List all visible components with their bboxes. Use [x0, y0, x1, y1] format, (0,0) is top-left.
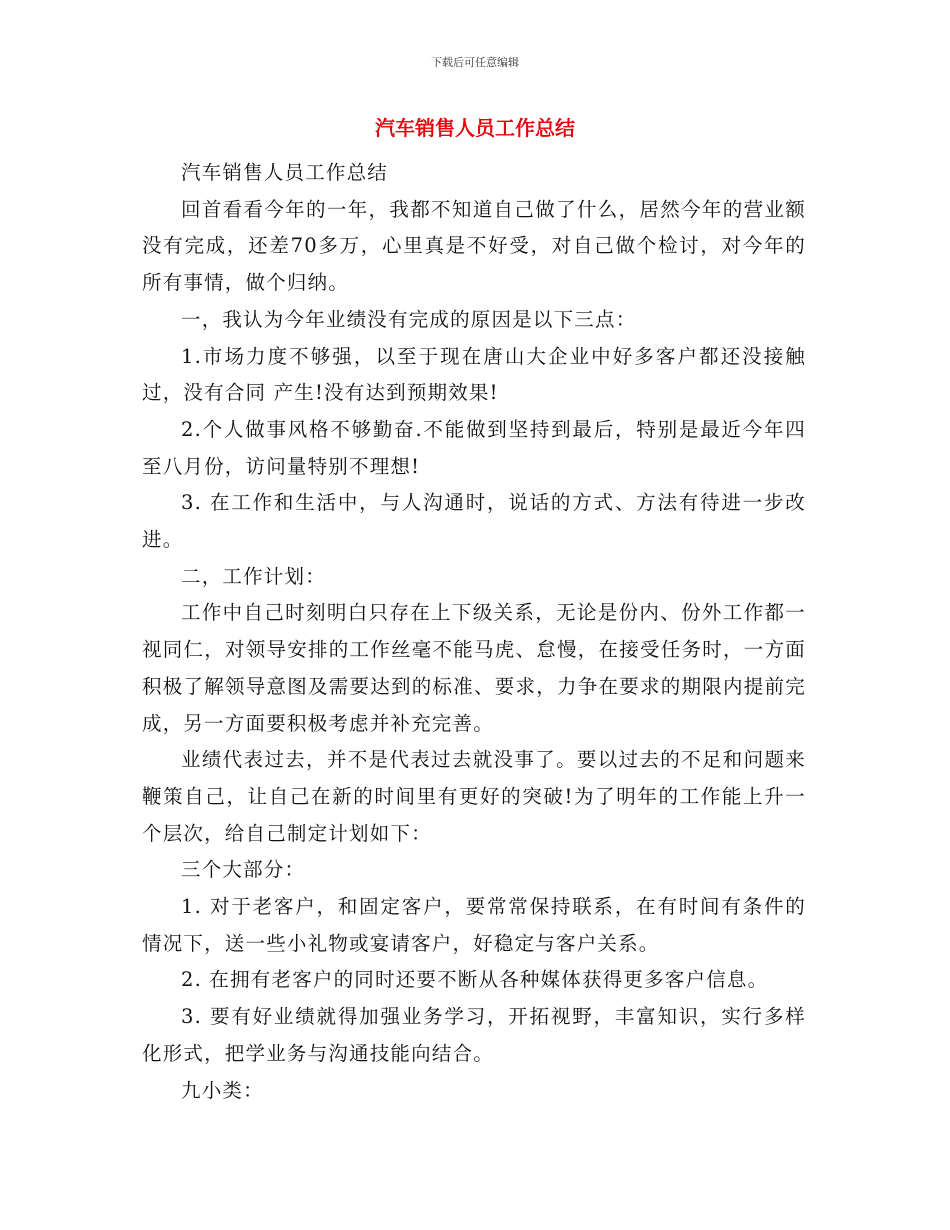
paragraph: 回首看看今年的一年，我都不知道自己做了什么，居然今年的营业额没有完成，还差70多万，心里真是不好受，对自己做个检讨，对今年的所有事情，做个归纳。 [142, 197, 806, 295]
paragraph: 3. 要有好业绩就得加强业务学习，开拓视野，丰富知识，实行多样化形式，把学业务与沟通技能向结合。 [142, 1005, 806, 1065]
paragraph: 三个大部分： [181, 858, 306, 882]
paragraph: 2. 在拥有老客户的同时还要不断从各种媒体获得更多客户信息。 [181, 968, 769, 992]
paragraph: 工作中自己时刻明白只存在上下级关系，无论是份内、份外工作都一视同仁，对领导安排的工作丝毫不能马虎、怠慢，在接受任务时，一方面积极了解领导意图及需要达到的标准、要求，力争在要求的期限内提前完成，另一方面要积极考虑并补充完善。 [142, 601, 806, 735]
header-note: 下载后可任意编辑 [431, 56, 519, 69]
paragraph: 二，工作计划： [181, 564, 326, 588]
paragraph: 汽车销售人员工作总结 [181, 161, 389, 184]
paragraph: 2.个人做事风格不够勤奋.不能做到坚持到最后，特别是最近今年四至八月份，访问量特别不理想! [142, 417, 806, 478]
document-title: 汽车销售人员工作总结 [375, 116, 575, 140]
paragraph: 一，我认为今年业绩没有完成的原因是以下三点： [181, 307, 637, 331]
paragraph: 1.市场力度不够强，以至于现在唐山大企业中好多客户都还没接触过，没有合同 产生!没有达到预期效果! [142, 344, 806, 405]
paragraph: 1. 对于老客户，和固定客户，要常常保持联系，在有时间有条件的情况下，送一些小礼物或宴请客户，好稳定与客户关系。 [142, 895, 806, 955]
document-body [142, 155, 806, 1109]
paragraph: 3. 在工作和生活中，与人沟通时，说话的方式、方法有待进一步改进。 [142, 491, 806, 552]
paragraph: 业绩代表过去，并不是代表过去就没事了。要以过去的不足和问题来鞭策自己，让自己在新的时间里有更好的突破!为了明年的工作能上升一个层次，给自己制定计划如下： [142, 748, 806, 845]
paragraph: 九小类： [181, 1078, 264, 1102]
